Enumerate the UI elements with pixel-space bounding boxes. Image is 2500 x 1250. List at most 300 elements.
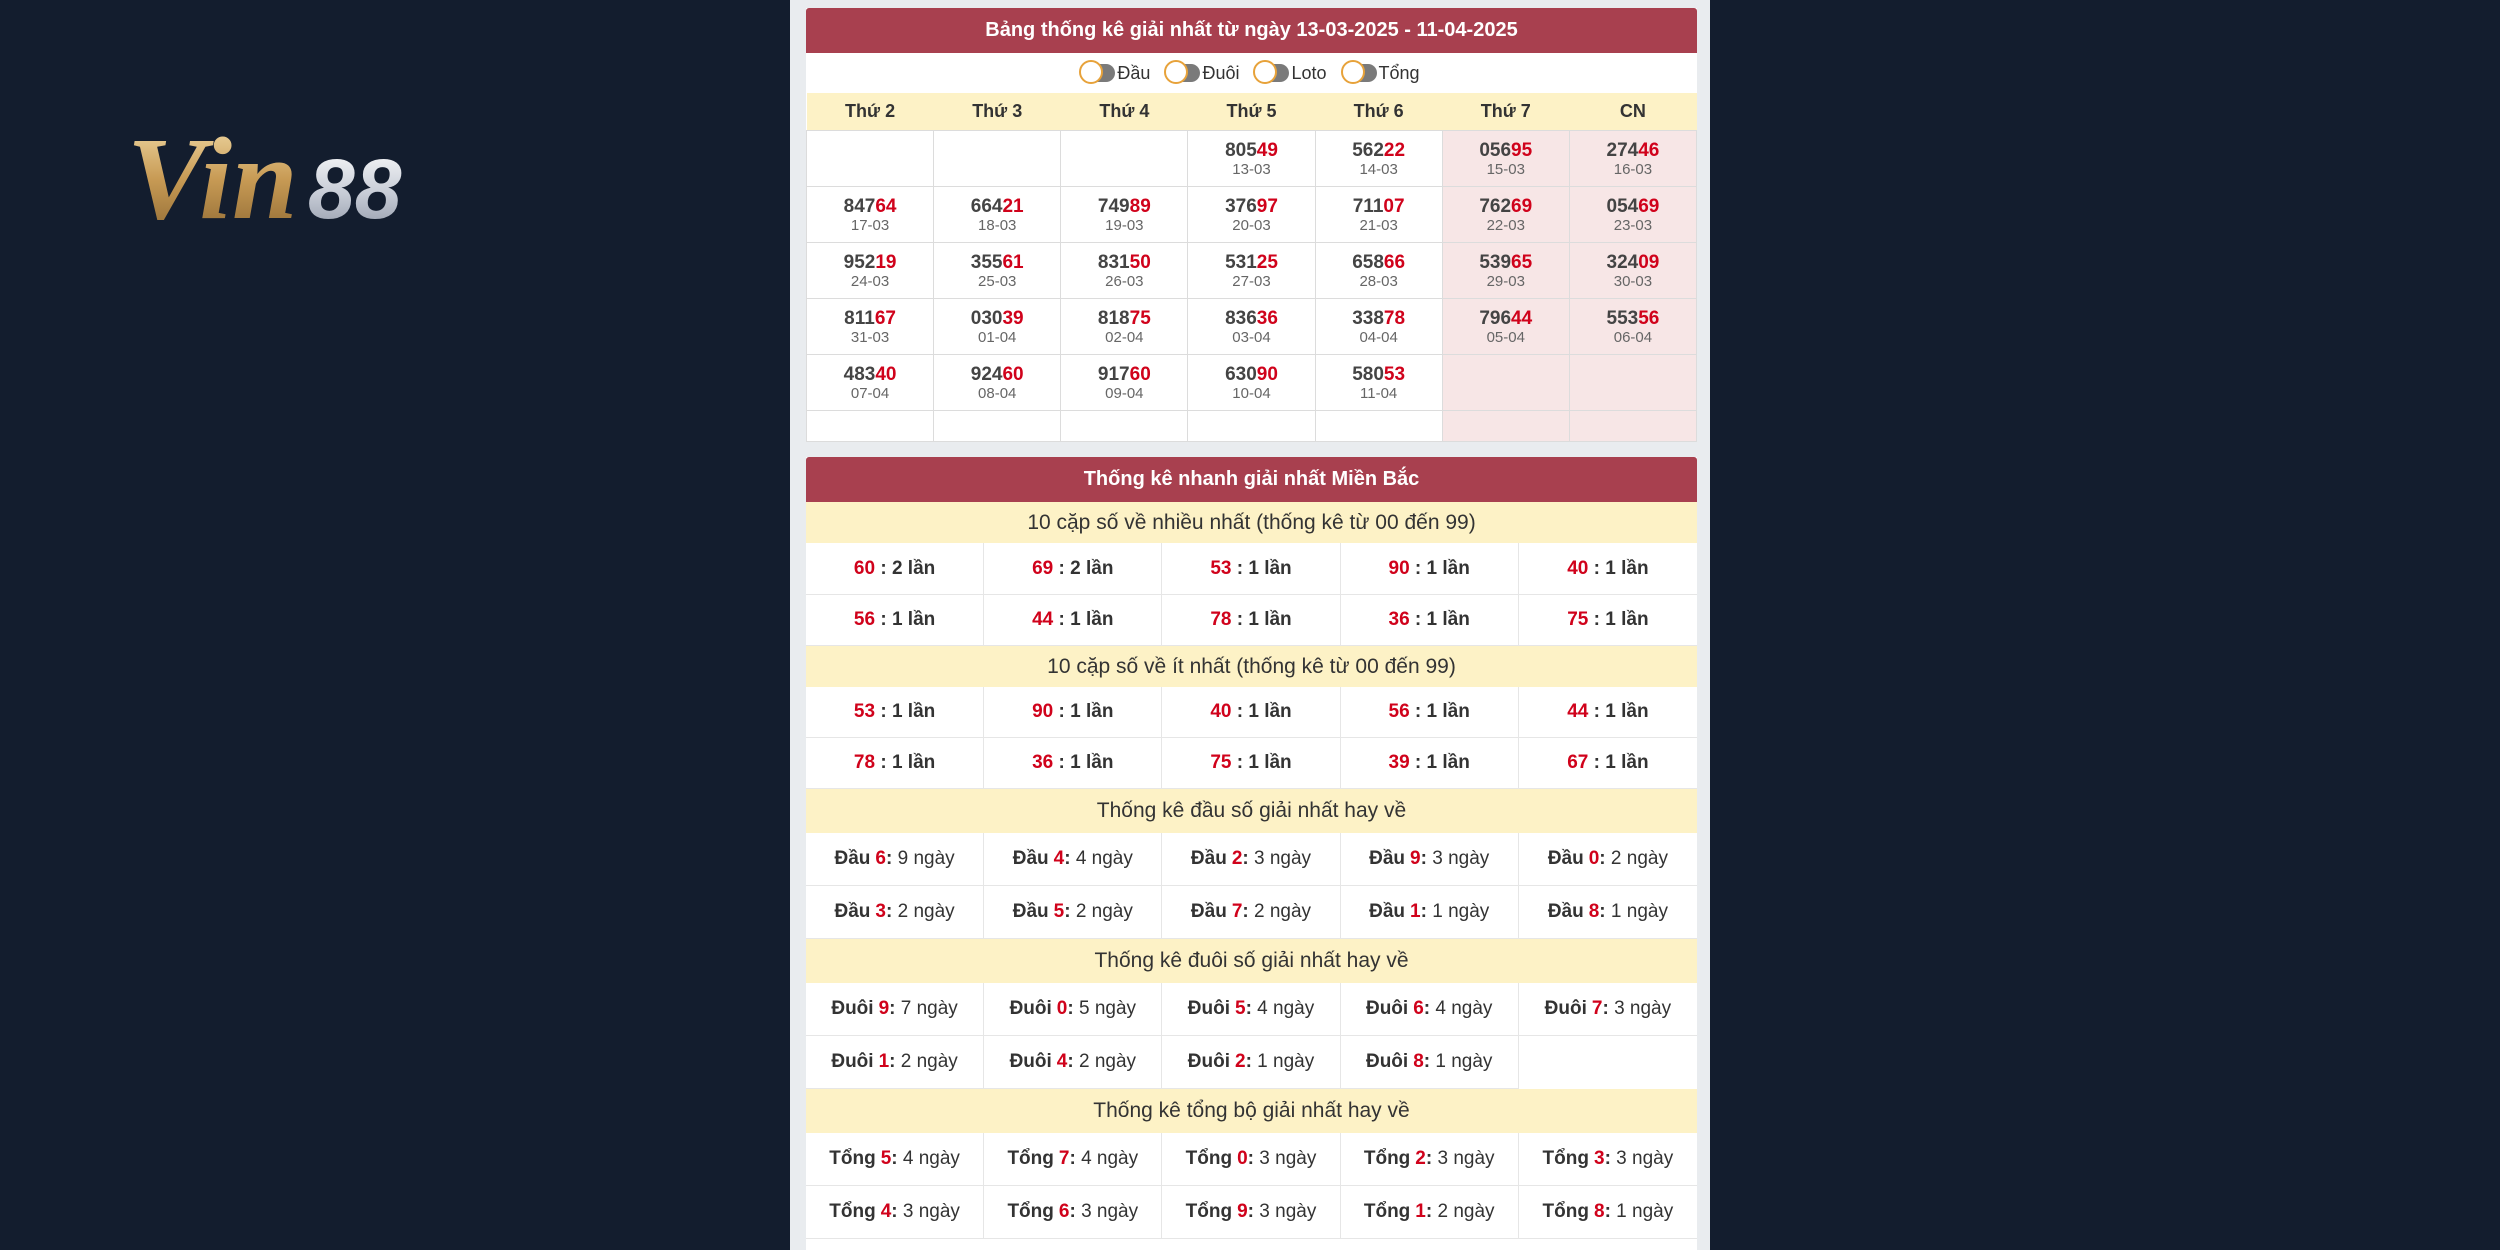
prize-number: [934, 308, 1060, 329]
calendar-day-cell: [1315, 355, 1442, 411]
stats-value: 1 lần: [1605, 557, 1649, 579]
calendar-day-cell: [807, 355, 934, 411]
toggle-label: Đầu: [1117, 62, 1151, 83]
stats-value: 1 lần: [1248, 557, 1292, 579]
prize-number: [1570, 140, 1696, 161]
stats-key: 8: [1413, 1051, 1424, 1072]
stats-cell: [1162, 543, 1340, 595]
svg-text:Vin: Vin: [127, 113, 298, 242]
stats-value: 4 ngày: [1081, 1148, 1139, 1169]
stats-key: 78: [1210, 609, 1232, 630]
prize-date: 09-04: [1105, 384, 1144, 402]
stats-separator: :: [1420, 901, 1433, 922]
calendar-header-row: [807, 93, 1697, 131]
calendar-day-cell: [1188, 355, 1315, 411]
prize-number-head: 483: [843, 363, 876, 385]
calendar-day-cell: [1315, 299, 1442, 355]
stats-value: 2 ngày: [900, 1051, 958, 1072]
stats-separator: :: [1599, 901, 1611, 922]
prize-number-head: 711: [1352, 195, 1384, 217]
prize-date: 04-04: [1359, 328, 1398, 346]
stats-cell: [806, 687, 984, 738]
stats-separator: :: [1409, 609, 1427, 630]
svg-text:88: 88: [308, 142, 402, 236]
calendar-day-cell: [1569, 411, 1696, 442]
stats-row: [806, 543, 1697, 595]
stats-row: [806, 738, 1697, 789]
prize-number-tail: 60: [1002, 363, 1024, 385]
stats-separator: :: [1064, 901, 1076, 922]
calendar-day-cell: [1569, 299, 1696, 355]
prize-number: [1061, 308, 1187, 329]
stats-key: 75: [1210, 752, 1232, 773]
stats-cell: [806, 983, 984, 1036]
stats-separator: :: [891, 1201, 903, 1222]
prize-number-head: 274: [1606, 139, 1639, 161]
calendar-day-cell: [934, 243, 1061, 299]
prize-number: [1316, 308, 1442, 329]
stats-label: Đuôi: [831, 998, 874, 1019]
toggle-tong[interactable]: [1345, 63, 1420, 84]
stats-key: 6: [1413, 998, 1424, 1019]
prize-number: [807, 308, 933, 329]
stats-cell: [806, 1036, 984, 1089]
stats-value: 1 lần: [1426, 752, 1470, 773]
content-panel: [790, 0, 1710, 1250]
prize-number-tail: 44: [1511, 307, 1533, 329]
stats-section-heading: Thống kê tổng bộ giải nhất hay về: [806, 1089, 1697, 1133]
stats-value: 1 ngày: [1616, 1201, 1674, 1222]
prize-number-tail: 36: [1256, 307, 1278, 329]
stats-value: 3 ngày: [1259, 1148, 1317, 1169]
stats-label: Đầu: [1190, 901, 1227, 922]
prize-number: [1443, 252, 1569, 273]
stats-value: 1 lần: [1426, 557, 1470, 579]
prize-number: [1061, 196, 1187, 217]
toggle-loto[interactable]: [1257, 63, 1326, 84]
stats-cell: [1162, 983, 1340, 1036]
stats-label: Đuôi: [831, 1051, 874, 1072]
calendar-day-cell: [1442, 187, 1569, 243]
stats-separator: :: [1588, 752, 1606, 773]
stats-value: 1 lần: [1248, 701, 1292, 722]
prize-number-head: 805: [1225, 139, 1257, 161]
stats-key: 7: [1058, 1148, 1070, 1169]
prize-number-head: 924: [970, 363, 1003, 385]
calendar-day-cell: [1061, 243, 1188, 299]
prize-number-head: 054: [1606, 195, 1639, 217]
stats-value: 1 lần: [891, 701, 936, 722]
stats-key: 5: [1234, 998, 1246, 1019]
prize-number-tail: 07: [1383, 195, 1405, 217]
prize-number: [1188, 308, 1314, 329]
calendar-day-cell: [934, 131, 1061, 187]
vin88-logo[interactable]: [125, 112, 485, 242]
day-header: Thứ 4: [1061, 93, 1188, 131]
stats-label: Đầu: [1012, 901, 1049, 922]
prize-number-head: 831: [1097, 251, 1130, 273]
stats-key: 44: [1032, 609, 1054, 630]
prize-number-tail: 09: [1638, 251, 1660, 273]
prize-number-tail: 69: [1511, 195, 1533, 217]
calendar-card: [806, 8, 1697, 442]
stats-value: 1 lần: [891, 752, 936, 773]
prize-number: [807, 196, 933, 217]
prize-number-tail: 69: [1638, 195, 1660, 217]
stats-key: 1: [878, 1051, 890, 1072]
calendar-day-cell: [1188, 243, 1315, 299]
prize-number-tail: 89: [1129, 195, 1151, 217]
stats-separator: :: [1247, 1148, 1260, 1169]
prize-date: 24-03: [850, 272, 890, 290]
prize-number-head: 917: [1097, 363, 1130, 385]
prize-number-tail: 56: [1638, 307, 1660, 329]
stats-cell: [1341, 687, 1519, 738]
stats-separator: :: [1247, 1201, 1260, 1222]
calendar-week-row: [807, 411, 1697, 442]
stats-cell: [1341, 738, 1519, 789]
stats-value: 1 lần: [1426, 609, 1470, 630]
stats-label: Đầu: [834, 848, 871, 869]
stats-cell: [984, 595, 1162, 646]
prize-number-head: 553: [1606, 307, 1639, 329]
stats-cell: [984, 738, 1162, 789]
stats-key: 5: [1053, 901, 1065, 922]
prize-date: 07-04: [850, 384, 890, 402]
stats-separator: :: [1425, 1148, 1438, 1169]
stats-row: [806, 833, 1697, 886]
prize-number: [1061, 364, 1187, 385]
toggle-dau[interactable]: [1083, 63, 1150, 84]
day-header: CN: [1569, 93, 1696, 131]
stats-cell: [1519, 1133, 1697, 1186]
calendar-day-cell: [1188, 411, 1315, 442]
stats-separator: :: [1425, 1201, 1438, 1222]
stats-value: 1 lần: [1248, 752, 1292, 773]
prize-number-tail: 21: [1002, 195, 1024, 217]
calendar-day-cell: [1442, 243, 1569, 299]
toggle-switch[interactable]: [1345, 64, 1377, 82]
stats-label: Đuôi: [1187, 998, 1230, 1019]
stats-key: 60: [853, 557, 876, 579]
stats-separator: :: [1242, 901, 1255, 922]
prize-date: 02-04: [1105, 328, 1144, 346]
toggle-switch[interactable]: [1168, 64, 1200, 82]
prize-number-tail: 90: [1256, 363, 1278, 385]
toggle-switch[interactable]: [1083, 64, 1115, 82]
stats-label: Tổng: [1007, 1148, 1054, 1169]
stats-key: 9: [878, 998, 890, 1019]
stats-cell: [806, 738, 984, 789]
prize-number-head: 338: [1352, 307, 1384, 329]
prize-date: 27-03: [1232, 272, 1271, 290]
prize-date: 25-03: [978, 272, 1017, 290]
prize-number-head: 355: [970, 251, 1003, 273]
stats-value: 1 lần: [1248, 609, 1292, 630]
calendar-day-cell: [1315, 243, 1442, 299]
prize-date: 28-03: [1359, 272, 1398, 290]
prize-number: [1188, 364, 1314, 385]
stats-separator: :: [1588, 609, 1606, 630]
stats-key: 56: [1388, 701, 1410, 722]
stats-value: 4 ngày: [1435, 998, 1493, 1019]
stats-value: 1 lần: [891, 609, 936, 630]
prize-number: [1316, 252, 1442, 273]
prize-number-tail: 67: [874, 307, 896, 329]
prize-number: [934, 252, 1060, 273]
stats-separator: :: [889, 1051, 901, 1072]
stats-body: [806, 502, 1697, 1239]
prize-number: [807, 252, 933, 273]
quick-stats-title: Thống kê nhanh giải nhất Miền Bắc: [806, 457, 1697, 502]
prize-number-head: 531: [1225, 251, 1257, 273]
stats-cell: [1519, 687, 1697, 738]
toggle-label: Tổng: [1378, 62, 1420, 83]
calendar-day-cell: [807, 243, 934, 299]
stats-separator: :: [1602, 998, 1615, 1019]
stats-label: Tổng: [1363, 1148, 1411, 1169]
prize-number-head: 952: [843, 251, 876, 273]
vin88-logo-graphic: [125, 112, 485, 242]
stats-separator: :: [889, 998, 901, 1019]
stats-value: 1 lần: [1070, 752, 1114, 773]
stats-cell: [1341, 983, 1519, 1036]
prize-number-head: 630: [1225, 363, 1257, 385]
stats-key: 2: [1231, 848, 1243, 869]
prize-number: [1570, 196, 1696, 217]
prize-number-head: 324: [1606, 251, 1639, 273]
stats-label: Đầu: [1369, 901, 1406, 922]
stats-cell: [806, 595, 984, 646]
calendar-day-cell: [1315, 411, 1442, 442]
stats-separator: :: [1067, 998, 1079, 1019]
stats-row: [806, 886, 1697, 939]
calendar-day-cell: [807, 131, 934, 187]
stats-value: 1 lần: [1605, 752, 1649, 773]
stats-value: 3 ngày: [1254, 848, 1312, 869]
day-header: Thứ 3: [934, 93, 1061, 131]
prize-number: [1570, 252, 1696, 273]
stats-separator: :: [1242, 848, 1255, 869]
stats-value: 2 lần: [1070, 557, 1114, 579]
prize-date: 03-04: [1232, 328, 1271, 346]
stats-label: Tổng: [1185, 1201, 1233, 1222]
quick-stats-card: [806, 457, 1697, 1250]
stats-value: 3 ngày: [1437, 1148, 1495, 1169]
prize-number-tail: 39: [1002, 307, 1024, 329]
stats-key: 90: [1388, 557, 1410, 579]
stats-value: 1 ngày: [1257, 1051, 1315, 1072]
calendar-week-row: [807, 131, 1697, 187]
stats-cell: [1162, 1133, 1340, 1186]
stats-key: 8: [1593, 1201, 1605, 1222]
prize-date: 22-03: [1486, 216, 1525, 234]
stats-key: 0: [1588, 848, 1600, 869]
prize-number-head: 562: [1352, 139, 1384, 161]
stats-cell: [1519, 1036, 1697, 1089]
stats-key: 53: [1210, 557, 1232, 579]
stats-row: [806, 1186, 1697, 1239]
stats-cell: [1519, 595, 1697, 646]
calendar-title: Bảng thống kê giải nhất từ ngày 13-03-2025 - 11-04-2025: [806, 8, 1697, 53]
calendar-day-cell: [1061, 187, 1188, 243]
stats-separator: :: [1409, 752, 1427, 773]
stats-value: 1 ngày: [1432, 901, 1490, 922]
prize-number-head: 847: [843, 195, 876, 217]
prize-date: 11-04: [1360, 384, 1398, 402]
prize-number: [1443, 308, 1569, 329]
prize-date: 30-03: [1613, 272, 1653, 290]
stats-label: Tổng: [1542, 1201, 1589, 1222]
stats-label: Đuôi: [1009, 1051, 1052, 1072]
stats-value: 3 ngày: [1614, 998, 1672, 1019]
prize-number-head: 056: [1479, 139, 1512, 161]
stats-value: 1 lần: [1070, 609, 1114, 630]
prize-number-tail: 25: [1256, 251, 1278, 273]
stats-row: [806, 1036, 1697, 1089]
stats-key: 4: [1056, 1051, 1068, 1072]
stats-label: Tổng: [1363, 1201, 1411, 1222]
prize-date: 16-03: [1613, 160, 1653, 178]
prize-number-head: 762: [1479, 195, 1512, 217]
stats-cell: [1341, 1036, 1519, 1089]
stats-value: 3 ngày: [1432, 848, 1490, 869]
prize-date: 14-03: [1359, 160, 1398, 178]
stats-separator: :: [1231, 752, 1249, 773]
stats-separator: :: [1069, 1201, 1082, 1222]
stats-label: Đầu: [1547, 848, 1584, 869]
calendar-table: [806, 93, 1697, 442]
calendar-day-cell: [934, 411, 1061, 442]
prize-number-tail: 65: [1511, 251, 1533, 273]
calendar-day-cell: [1569, 187, 1696, 243]
calendar-week-row: [807, 299, 1697, 355]
calendar-day-cell: [1569, 355, 1696, 411]
stats-cell: [984, 833, 1162, 886]
stats-separator: :: [875, 609, 892, 630]
prize-number-head: 580: [1352, 363, 1384, 385]
stats-separator: :: [1053, 557, 1071, 579]
stats-cell: [806, 543, 984, 595]
stats-label: Tổng: [1185, 1148, 1233, 1169]
toggle-duoi[interactable]: [1168, 63, 1239, 84]
stats-row: [806, 687, 1697, 738]
stats-cell: [1162, 833, 1340, 886]
stats-row: [806, 983, 1697, 1036]
stats-value: 2 ngày: [1437, 1201, 1495, 1222]
stats-key: 0: [1237, 1148, 1248, 1169]
calendar-day-cell: [1315, 187, 1442, 243]
prize-number-tail: 22: [1383, 139, 1406, 161]
stats-value: 3 ngày: [1616, 1148, 1674, 1169]
stats-key: 40: [1567, 557, 1589, 579]
stats-separator: :: [1420, 848, 1433, 869]
prize-number: [807, 364, 933, 385]
stats-separator: :: [1599, 848, 1611, 869]
stats-cell: [1519, 983, 1697, 1036]
prize-number-tail: 97: [1256, 195, 1278, 217]
prize-number: [1188, 196, 1314, 217]
stats-key: 3: [875, 901, 886, 922]
prize-number-tail: 50: [1129, 251, 1151, 273]
stats-cell: [806, 886, 984, 939]
stats-value: 1 ngày: [1435, 1051, 1493, 1072]
toggle-switch[interactable]: [1257, 64, 1289, 82]
stats-key: 8: [1588, 901, 1600, 922]
stats-key: 0: [1056, 998, 1068, 1019]
stats-separator: :: [1588, 701, 1606, 722]
stats-key: 44: [1567, 701, 1589, 722]
stats-section-heading: 10 cặp số về nhiều nhất (thống kê từ 00 đến 99): [806, 502, 1697, 543]
day-header: Thứ 5: [1188, 93, 1315, 131]
prize-number: [1570, 308, 1696, 329]
prize-number-head: 539: [1479, 251, 1512, 273]
stats-separator: :: [1053, 752, 1071, 773]
calendar-body: [807, 131, 1697, 442]
stats-key: 1: [1410, 901, 1421, 922]
stats-key: 5: [880, 1148, 892, 1169]
stats-key: 53: [853, 701, 876, 722]
stats-separator: :: [1069, 1148, 1082, 1169]
prize-number-tail: 95: [1511, 139, 1533, 161]
stats-value: 2 ngày: [897, 901, 955, 922]
calendar-day-cell: [807, 299, 934, 355]
prize-number-head: 030: [970, 307, 1003, 329]
stats-value: 5 ngày: [1078, 998, 1137, 1019]
calendar-day-cell: [1569, 243, 1696, 299]
stats-cell: [984, 1133, 1162, 1186]
stats-separator: :: [1053, 609, 1071, 630]
stats-cell: [1341, 833, 1519, 886]
calendar-day-cell: [1315, 131, 1442, 187]
prize-date: 17-03: [850, 216, 890, 234]
prize-date: 08-04: [978, 384, 1017, 402]
stats-key: 2: [1415, 1148, 1426, 1169]
stats-separator: :: [886, 901, 898, 922]
stats-separator: :: [1067, 1051, 1079, 1072]
prize-number-tail: 64: [875, 195, 897, 217]
stats-value: 4 ngày: [902, 1148, 960, 1169]
stats-key: 2: [1234, 1051, 1246, 1072]
stats-key: 4: [1053, 848, 1065, 869]
stats-section-heading: Thống kê đuôi số giải nhất hay về: [806, 939, 1697, 983]
stats-separator: :: [1409, 557, 1427, 579]
prize-number: [1061, 252, 1187, 273]
stats-label: Đầu: [1547, 901, 1584, 922]
calendar-day-cell: [1442, 411, 1569, 442]
stats-label: Đuôi: [1187, 1051, 1230, 1072]
stats-cell: [984, 983, 1162, 1036]
stats-key: 7: [1591, 998, 1603, 1019]
prize-number: [1316, 140, 1442, 161]
stats-key: 6: [875, 848, 886, 869]
stats-value: 1 lần: [1070, 701, 1114, 722]
prize-date: 19-03: [1105, 216, 1144, 234]
prize-number-tail: 49: [1256, 139, 1278, 161]
prize-date: 06-04: [1613, 328, 1653, 346]
stats-separator: :: [1053, 701, 1071, 722]
prize-number: [1188, 140, 1314, 161]
prize-date: 13-03: [1232, 160, 1271, 178]
stats-separator: :: [1231, 701, 1249, 722]
stats-key: 4: [880, 1201, 892, 1222]
calendar-day-cell: [1061, 411, 1188, 442]
calendar-day-cell: [807, 187, 934, 243]
stats-value: 2 ngày: [1610, 848, 1668, 869]
stats-label: Tổng: [829, 1148, 876, 1169]
prize-date: 26-03: [1105, 272, 1144, 290]
prize-number-head: 749: [1097, 195, 1130, 217]
